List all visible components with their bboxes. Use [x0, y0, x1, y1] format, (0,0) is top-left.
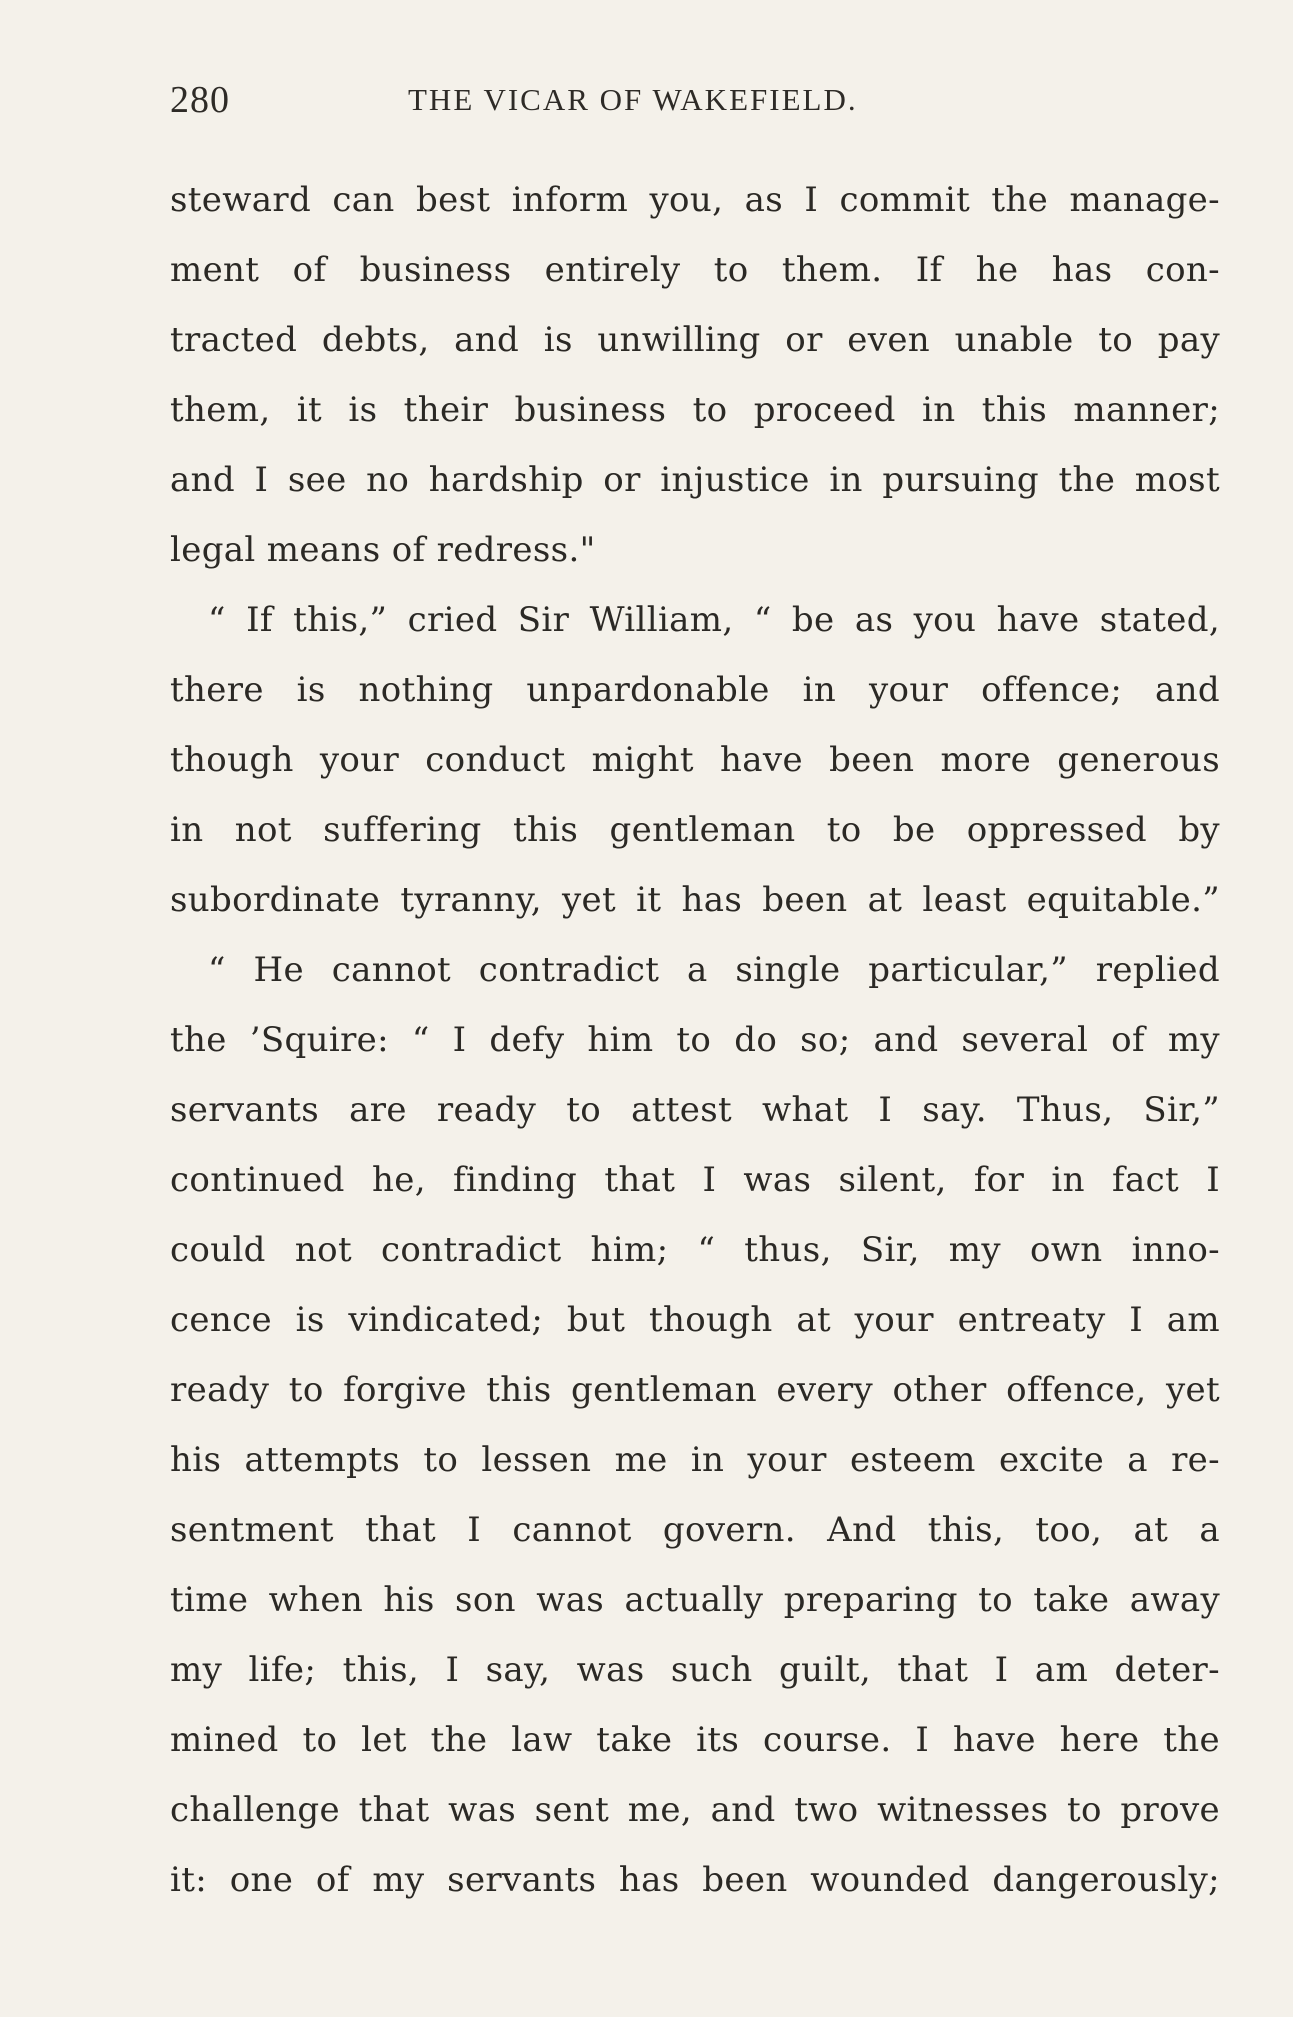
text-line: it: one of my servants has been wounded dangerously; [170, 1860, 1220, 1900]
body-text [170, 165, 1220, 1915]
text-line: “ He cannot contradict a single particular,” replied [208, 950, 1220, 990]
text-line: ment of business entirely to them. If he has con- [170, 250, 1220, 290]
text-line: and I see no hardship or injustice in pursuing the most [170, 460, 1220, 500]
text-line: my life; this, I say, was such guilt, that I am deter- [170, 1650, 1220, 1690]
text-line: subordinate tyranny, yet it has been at least equitable.” [170, 880, 1220, 920]
text-line: though your conduct might have been more generous [170, 740, 1220, 780]
book-page [170, 0, 1220, 2017]
page-header [170, 78, 1220, 128]
text-line: servants are ready to attest what I say. Thus, Sir,” [170, 1090, 1220, 1130]
text-line: cence is vindicated; but though at your entreaty I am [170, 1300, 1220, 1340]
text-line: his attempts to lessen me in your esteem excite a re- [170, 1440, 1220, 1480]
text-line: the ’Squire: “ I defy him to do so; and several of my [170, 1020, 1220, 1060]
page-number: 280 [170, 79, 230, 121]
text-line: continued he, finding that I was silent, for in fact I [170, 1160, 1220, 1200]
text-line: mined to let the law take its course. I have here the [170, 1720, 1220, 1760]
text-line: time when his son was actually preparing to take away [170, 1580, 1220, 1620]
text-line: there is nothing unpardonable in your offence; and [170, 670, 1220, 710]
text-line: them, it is their business to proceed in this manner; [170, 390, 1220, 430]
text-line: ready to forgive this gentleman every other offence, yet [170, 1370, 1220, 1410]
text-line: could not contradict him; “ thus, Sir, my own inno- [170, 1230, 1220, 1270]
text-line: challenge that was sent me, and two witnesses to prove [170, 1790, 1220, 1830]
text-line: legal means of redress." [170, 530, 596, 570]
text-line: “ If this,” cried Sir William, “ be as you have stated, [208, 600, 1220, 640]
text-line: in not suffering this gentleman to be oppressed by [170, 810, 1220, 850]
text-line: steward can best inform you, as I commit the manage- [170, 180, 1220, 220]
text-line: sentment that I cannot govern. And this, too, at a [170, 1510, 1220, 1550]
text-line: tracted debts, and is unwilling or even unable to pay [170, 320, 1220, 360]
running-head: THE VICAR OF WAKEFIELD. [408, 82, 858, 117]
